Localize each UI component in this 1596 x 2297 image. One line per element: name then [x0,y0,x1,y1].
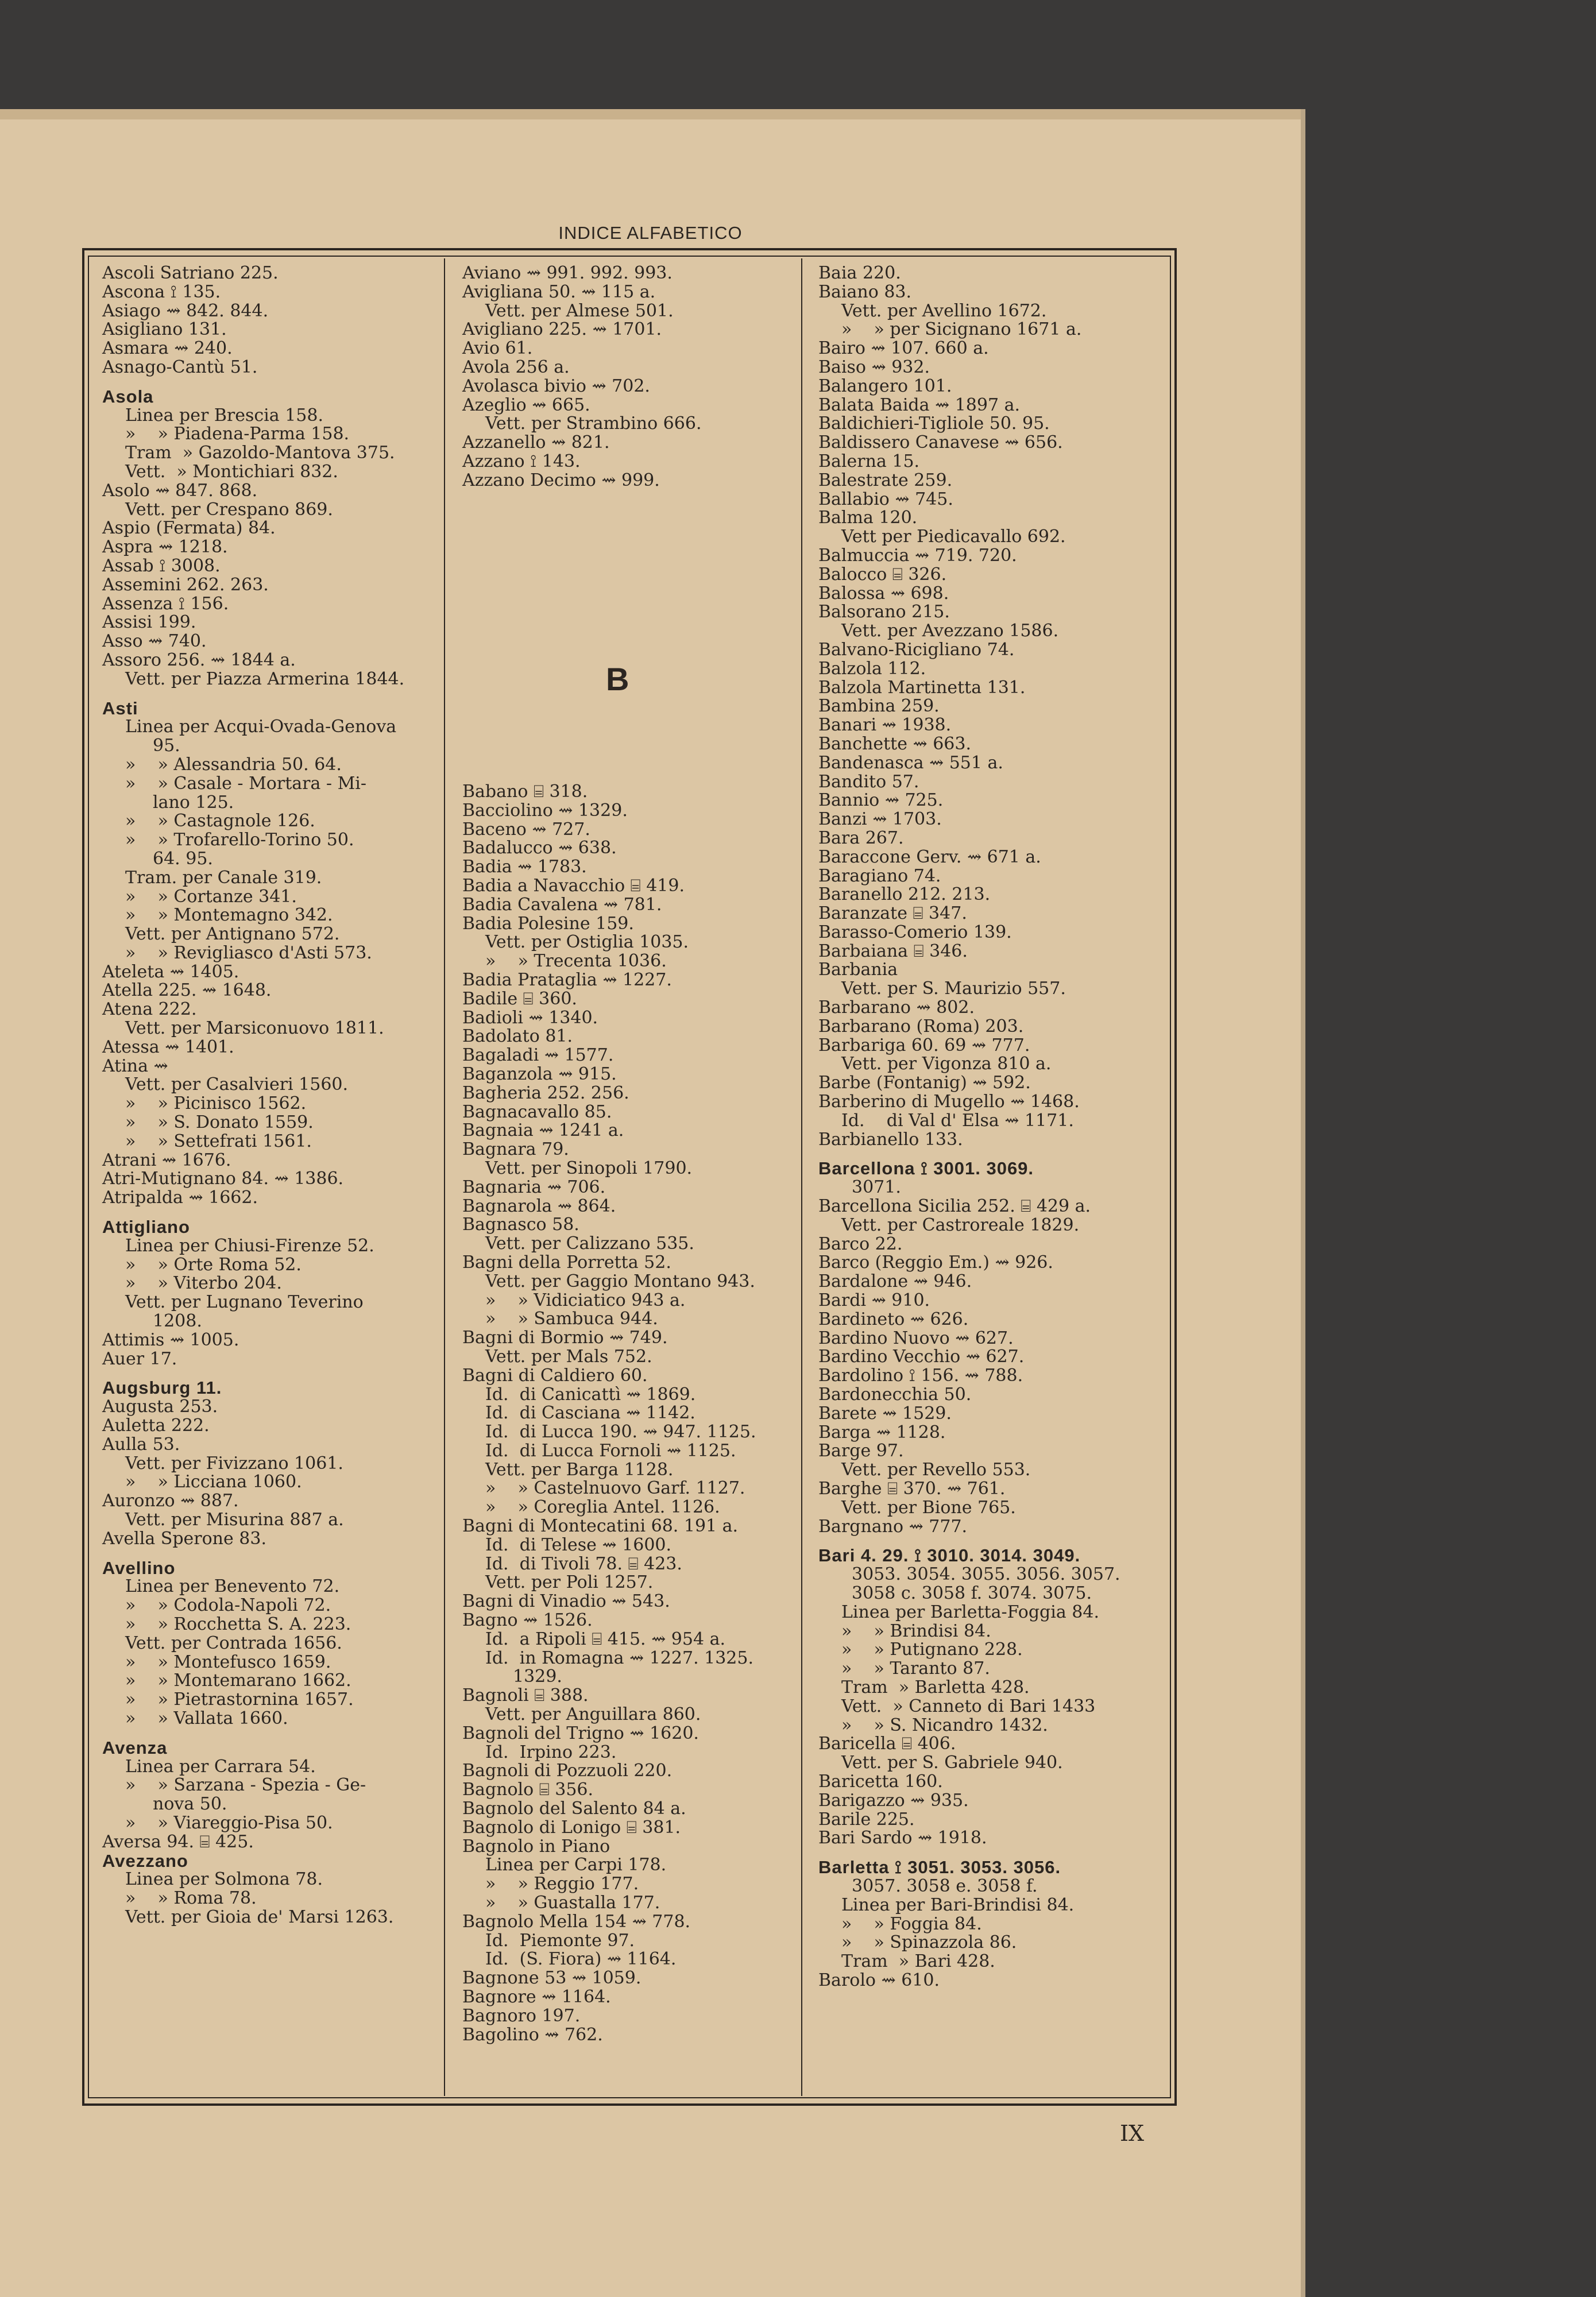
index-entry: » » Cortanze 341. [125,886,297,907]
index-entry: Bandenasca ⇝ 551 a. [818,752,1003,773]
index-entry: Bagnaia ⇝ 1241 a. [462,1120,624,1141]
index-entry: Bardalone ⇝ 946. [818,1271,972,1292]
index-entry: Badia Cavalena ⇝ 781. [462,894,662,915]
index-entry: Baranello 212. 213. [818,884,991,905]
index-entry: Aviano ⇝ 991. 992. 993. [462,263,673,283]
index-entry: Vett. per Mals 752. [485,1346,652,1367]
index-entry: Atella 225. ⇝ 1648. [102,980,272,1001]
index-entry: Id. a Ripoli ⌸ 415. ⇝ 954 a. [485,1629,726,1649]
index-entry: Linea per Carrara 54. [125,1756,316,1777]
index-entry: » » Vallata 1660. [125,1708,288,1728]
index-entry: Vett. per Misurina 887 a. [125,1510,344,1530]
index-entry: Linea per Chiusi-Firenze 52. [125,1235,374,1256]
index-entry: Asmara ⇝ 240. [102,338,233,359]
index-entry: Baganzola ⇝ 915. [462,1064,617,1084]
index-entry: Baia 220. [818,263,901,283]
index-entry: Ateleta ⇝ 1405. [102,961,239,982]
index-entry: Avolasca bivio ⇝ 702. [462,376,650,396]
index-entry: Avigliana 50. ⇝ 115 a. [462,281,656,302]
index-entry: » » Revigliasco d'Asti 573. [125,942,372,963]
index-entry: Bairo ⇝ 107. 660 a. [818,338,989,359]
index-entry: » » S. Nicandro 1432. [841,1715,1048,1735]
index-entry: 3057. 3058 e. 3058 f. [852,1876,1038,1896]
index-entry: Aspio (Fermata) 84. [102,518,276,539]
index-entry: Vett. per Gaggio Montano 943. [485,1271,755,1291]
index-entry: » » Castagnole 126. [125,811,315,832]
index-entry: Assenza ⟟ 156. [102,593,229,614]
index-entry: Id. di Telese ⇝ 1600. [485,1534,672,1555]
index-entry: Barbania [818,960,898,980]
index-entry: Barbarano ⇝ 802. [818,997,975,1018]
index-entry: Badolato 81. [462,1026,573,1047]
index-entry: Aulla 53. [102,1434,180,1455]
index-entry: Bagnarola ⇝ 864. [462,1196,616,1216]
index-entry: Bagni di Vinadio ⇝ 543. [462,1591,670,1612]
index-entry: Azzano Decimo ⇝ 999. [462,470,660,490]
index-entry: Bagni di Bormio ⇝ 749. [462,1328,668,1348]
index-entry: Bardineto ⇝ 626. [818,1309,969,1329]
index-entry: Vett per Piedicavallo 692. [841,527,1066,547]
index-entry: Avigliano 225. ⇝ 1701. [462,319,662,340]
index-entry: Augusta 253. [102,1397,218,1417]
index-entry: Avella Sperone 83. [102,1528,266,1549]
index-entry: Barghe ⌸ 370. ⇝ 761. [818,1479,1006,1499]
index-column-2 [462,264,807,490]
index-entry: 3053. 3054. 3055. 3056. 3057. [852,1564,1120,1585]
index-entry: Id. (S. Fiora) ⇝ 1164. [485,1949,677,1970]
index-entry: Babano ⌸ 318. [462,782,588,802]
index-entry: Assemini 262. 263. [102,574,269,595]
index-entry: Barcellona Sicilia 252. ⌸ 429 a. [818,1196,1091,1217]
index-entry: Baragiano 74. [818,865,941,886]
index-entry: Bagnara 79. [462,1139,569,1160]
index-entry: Tram. per Canale 319. [125,867,322,888]
index-entry: Vett. per Barga 1128. [485,1459,674,1480]
index-entry: Balmuccia ⇝ 719. 720. [818,545,1017,566]
index-entry: Badia ⇝ 1783. [462,857,587,877]
index-column-1 [102,264,441,1927]
index-entry: Barete ⇝ 1529. [818,1403,952,1424]
index-entry: Linea per Barletta-Foggia 84. [841,1602,1099,1622]
index-entry: » » Montefusco 1659. [125,1652,331,1672]
index-entry: Bambina 259. [818,696,940,717]
index-entry: Linea per Carpi 178. [485,1855,667,1876]
index-entry: Vett. per Sinopoli 1790. [485,1158,693,1178]
index-entry: Bacciolino ⇝ 1329. [462,800,628,821]
index-entry: Vett. per Gioia de' Marsi 1263. [125,1907,394,1927]
index-entry: Balestrate 259. [818,470,953,490]
index-entry: Asolo ⇝ 847. 868. [102,480,258,501]
index-entry: » » Sambuca 944. [485,1309,658,1329]
index-entry: Balerna 15. [818,451,920,471]
index-entry: Badalucco ⇝ 638. [462,838,617,859]
index-entry: Baiano 83. [818,281,912,302]
index-entry: Tram » Bari 428. [841,1951,995,1972]
index-entry: 64. 95. [153,848,213,869]
index-entry: Bagni di Montecatini 68. 191 a. [462,1516,739,1537]
index-entry: Assoro 256. ⇝ 1844 a. [102,649,296,670]
index-entry: Baricetta 160. [818,1771,943,1792]
index-entry: 3071. [852,1177,901,1198]
index-entry: Bagnolo in Piano [462,1836,610,1857]
index-heading: Bari 4. 29. ⟟ 3010. 3014. 3049. [818,1545,1081,1566]
index-entry: Auer 17. [102,1348,177,1369]
index-entry: Ballabio ⇝ 745. [818,489,953,509]
index-entry: Badia Polesine 159. [462,913,634,934]
index-entry: » » Sarzana - Spezia - Ge- [125,1775,366,1796]
index-entry: Asnago-Cantù 51. [102,357,258,377]
index-entry: Barbaiana ⌸ 346. [818,941,968,961]
index-entry: Id. di Lucca Fornoli ⇝ 1125. [485,1440,736,1461]
index-entry: » » Piadena-Parma 158. [125,424,350,444]
index-entry: Balma 120. [818,508,918,528]
index-entry: Vett. per Calizzano 535. [485,1233,694,1254]
index-entry: Banzi ⇝ 1703. [818,809,942,830]
index-entry: Vett. per Vigonza 810 a. [841,1054,1052,1074]
index-entry: Auronzo ⇝ 887. [102,1491,239,1511]
index-entry: Id. di Casciana ⇝ 1142. [485,1403,695,1424]
index-entry: 95. [153,736,180,756]
index-entry: Azeglio ⇝ 665. [462,395,590,415]
index-entry: Id. Piemonte 97. [485,1930,635,1951]
index-entry: » » Picinisco 1562. [125,1093,307,1114]
section-letter: B [606,661,629,697]
index-entry: Assisi 199. [102,612,196,633]
index-entry: nova 50. [153,1794,227,1815]
index-entry: Badia a Navacchio ⌸ 419. [462,875,685,896]
index-entry: Tram » Barletta 428. [841,1677,1030,1697]
index-entry: Aspra ⇝ 1218. [102,537,228,558]
index-entry: Vett. » Canneto di Bari 1433 [841,1696,1096,1716]
index-entry: » » Rocchetta S. A. 223. [125,1614,351,1634]
index-entry: Vett. per Castroreale 1829. [841,1215,1080,1235]
index-entry: Id. di Lucca 190. ⇝ 947. 1125. [485,1422,756,1443]
index-entry: » » Foggia 84. [841,1913,982,1934]
index-entry: Asso ⇝ 740. [102,631,207,652]
index-entry: Bagheria 252. 256. [462,1082,629,1103]
index-entry: Vett. per Strambino 666. [485,413,702,434]
index-entry: » » Trofarello-Torino 50. [125,830,354,850]
index-entry: Barasso-Comerio 139. [818,922,1012,942]
index-entry: » » Alessandria 50. 64. [125,754,342,775]
index-entry: Asiago ⇝ 842. 844. [102,300,269,321]
index-entry: Bagnolo del Salento 84 a. [462,1799,686,1819]
index-entry: Baldichieri-Tigliole 50. 95. [818,413,1050,434]
index-entry: Bagnasco 58. [462,1215,579,1235]
index-entry: Balossa ⇝ 698. [818,583,949,604]
index-entry: Ascoli Satriano 225. [102,263,279,283]
index-entry: » » S. Donato 1559. [125,1112,314,1133]
index-entry: Bagnolo Mella 154 ⇝ 778. [462,1911,691,1932]
index-entry: Vett. per Avellino 1672. [841,300,1047,321]
index-entry: Balangero 101. [818,376,952,396]
index-entry: » » per Sicignano 1671 a. [841,319,1082,340]
index-entry: Bagnore ⇝ 1164. [462,1987,611,2007]
page-number: IX [1120,2121,1145,2146]
index-entry: Linea per Brescia 158. [125,405,323,426]
index-entry: Bagnolo ⌸ 356. [462,1780,594,1800]
index-entry: » » Montemagno 342. [125,905,333,926]
index-entry: » » Roma 78. [125,1888,257,1909]
index-entry: » » Brindisi 84. [841,1621,991,1641]
page-header: INDICE ALFABETICO [558,223,743,243]
index-entry: Vett. per Casalvieri 1560. [125,1074,349,1095]
index-entry: Linea per Solmona 78. [125,1869,323,1890]
index-entry: Baldissero Canavese ⇝ 656. [818,432,1063,453]
index-heading: Barletta ⟟ 3051. 3053. 3056. [818,1857,1061,1878]
index-entry: Balvano-Ricigliano 74. [818,639,1015,660]
index-entry: Baranzate ⌸ 347. [818,903,967,924]
index-entry: » » Casale - Mortara - Mi- [125,773,367,794]
index-entry: Barbe (Fontanig) ⇝ 592. [818,1073,1031,1093]
index-entry: Balzola 112. [818,658,926,679]
index-entry: Barigazzo ⇝ 935. [818,1790,969,1811]
index-entry: Assab ⟟ 3008. [102,555,221,576]
index-entry: Atri-Mutignano 84. ⇝ 1386. [102,1169,344,1189]
index-entry: Linea per Bari-Brindisi 84. [841,1894,1075,1915]
index-entry: Vett. per Poli 1257. [485,1572,654,1593]
index-entry: Balata Baida ⇝ 1897 a. [818,395,1021,415]
index-heading: Attigliano [102,1217,190,1238]
index-entry: » » Coreglia Antel. 1126. [485,1497,720,1518]
index-entry: Vett. per Lugnano Teverino [125,1292,364,1313]
index-heading: Asola [102,386,154,407]
index-entry: Bagnaria ⇝ 706. [462,1177,606,1197]
index-entry: Bagolino ⇝ 762. [462,2024,603,2045]
index-entry: » » Castelnuovo Garf. 1127. [485,1478,745,1499]
index-entry: Bara 267. [818,827,904,848]
index-entry: Bagnoli di Pozzuoli 220. [462,1761,673,1781]
index-entry: Bardino Nuovo ⇝ 627. [818,1328,1014,1348]
index-heading: Avezzano [102,1850,188,1871]
index-entry: Vett. per Piazza Armerina 1844. [125,668,405,689]
index-entry: Baraccone Gerv. ⇝ 671 a. [818,846,1041,867]
column-divider [444,258,445,2096]
index-entry: » » Licciana 1060. [125,1472,302,1492]
index-entry: 3058 c. 3058 f. 3074. 3075. [852,1583,1092,1603]
index-entry: Bardolino ⟟ 156. ⇝ 788. [818,1366,1023,1386]
index-entry: Vett. per Antignano 572. [125,924,340,945]
index-entry: Badioli ⇝ 1340. [462,1007,598,1028]
index-entry: Banari ⇝ 1938. [818,715,952,736]
index-entry: Bannio ⇝ 725. [818,790,944,811]
index-entry: Bargnano ⇝ 777. [818,1516,968,1537]
index-entry: 1208. [153,1311,202,1332]
index-entry: » » Guastalla 177. [485,1893,660,1913]
index-entry: Bardi ⇝ 910. [818,1290,930,1311]
index-entry: Balocco ⌸ 326. [818,564,947,585]
index-entry: Bagnacavallo 85. [462,1101,612,1122]
index-entry: Barga ⇝ 1128. [818,1422,946,1443]
index-entry: Badia Prataglia ⇝ 1227. [462,969,672,990]
index-entry: Banchette ⇝ 663. [818,733,972,754]
index-heading: Asti [102,698,138,718]
index-entry: Vett. per S. Maurizio 557. [841,979,1066,999]
index-entry: Atripalda ⇝ 1662. [102,1188,258,1208]
index-entry: Vett. per Anguillara 860. [485,1704,701,1725]
spacer [102,689,441,699]
index-entry: Bagaladi ⇝ 1577. [462,1045,614,1066]
index-entry: Vett. per Marsiconuovo 1811. [125,1018,384,1039]
index-entry: Bagnoli ⌸ 388. [462,1685,589,1706]
index-entry: Id. di Val d' Elsa ⇝ 1171. [841,1110,1074,1131]
index-entry: Barco 22. [818,1233,903,1254]
index-entry: Id. di Canicattì ⇝ 1869. [485,1384,696,1405]
index-entry: Vett. per Avezzano 1586. [841,621,1059,641]
index-entry: Barbarano (Roma) 203. [818,1016,1024,1037]
index-entry: Bagnone 53 ⇝ 1059. [462,1968,642,1989]
index-entry: Vett. » Montichiari 832. [125,461,338,482]
index-entry: » » Orte Roma 52. [125,1254,302,1275]
index-entry: Auletta 222. [102,1416,210,1436]
index-heading: Barcellona ⟟ 3001. 3069. [818,1158,1034,1179]
index-entry: Tram » Gazoldo-Mantova 375. [125,443,395,463]
index-entry: Aversa 94. ⌸ 425. [102,1831,254,1852]
index-entry: » » Settefrati 1561. [125,1131,312,1151]
index-entry: » » Putignano 228. [841,1639,1023,1660]
index-entry: Vett. per Contrada 1656. [125,1633,342,1653]
index-entry: Attimis ⇝ 1005. [102,1329,239,1350]
index-entry: » » Taranto 87. [841,1658,990,1679]
index-column-2-b-section [462,783,807,2044]
index-entry: Vett. per Ostiglia 1035. [485,932,689,953]
index-entry: Baiso ⇝ 932. [818,357,930,377]
index-entry: » » Pietrastornina 1657. [125,1689,354,1710]
index-entry: Barolo ⇝ 610. [818,1970,940,1990]
index-entry: Barbariga 60. 69 ⇝ 777. [818,1035,1030,1055]
index-entry: Badile ⌸ 360. [462,988,577,1009]
index-entry: Balsorano 215. [818,602,950,622]
index-entry: Bagni di Caldiero 60. [462,1365,648,1386]
index-entry: Bagno ⇝ 1526. [462,1610,593,1631]
index-entry: Atina ⇝ [102,1055,168,1076]
index-entry: Atessa ⇝ 1401. [102,1037,234,1057]
index-entry: Asigliano 131. [102,319,227,340]
index-entry: Bagnoro 197. [462,2005,581,2026]
index-entry: Vett. per Revello 553. [841,1460,1031,1480]
index-entry: Vett. per S. Gabriele 940. [841,1753,1063,1773]
index-entry: Barco (Reggio Em.) ⇝ 926. [818,1252,1053,1273]
index-entry: 1329. [513,1666,562,1687]
index-entry: Avio 61. [462,338,533,359]
index-entry: Bagni della Porretta 52. [462,1252,671,1273]
index-column-3 [818,264,1163,1990]
index-entry: Atrani ⇝ 1676. [102,1150,231,1170]
index-entry: » » Spinazzola 86. [841,1932,1017,1953]
index-entry: Bandito 57. [818,771,919,792]
index-entry: Barile 225. [818,1809,915,1830]
index-entry: lano 125. [153,792,234,813]
index-entry: Vett. per Bione 765. [841,1497,1016,1518]
index-entry: Bardino Vecchio ⇝ 627. [818,1347,1025,1367]
index-heading: Avenza [102,1737,168,1758]
index-entry: Bari Sardo ⇝ 1918. [818,1828,987,1849]
index-entry: Ascona ⟟ 135. [102,281,221,302]
index-entry: Id. Irpino 223. [485,1742,617,1762]
index-entry: Vett. per Fivizzano 1061. [125,1453,343,1474]
index-entry: Balzola Martinetta 131. [818,677,1026,698]
index-entry: Vett. per Crespano 869. [125,499,333,520]
index-entry: Id. in Romagna ⇝ 1227. 1325. [485,1648,754,1668]
index-entry: Barberino di Mugello ⇝ 1468. [818,1092,1080,1112]
index-entry: Baricella ⌸ 406. [818,1734,956,1754]
index-entry: Barge 97. [818,1441,904,1461]
index-entry: Linea per Acqui-Ovada-Genova [125,717,397,737]
index-entry: Atena 222. [102,999,197,1020]
index-entry: Avola 256 a. [462,357,570,377]
index-entry: » » Trecenta 1036. [485,951,667,972]
index-entry: Bagnoli del Trigno ⇝ 1620. [462,1723,699,1743]
spacer [102,1549,441,1559]
index-entry: Baceno ⇝ 727. [462,819,590,840]
index-heading: Augsburg 11. [102,1378,222,1398]
index-entry: » » Montemarano 1662. [125,1670,351,1691]
index-entry: » » Reggio 177. [485,1874,639,1894]
index-entry: » » Codola-Napoli 72. [125,1595,331,1616]
index-entry: Bagnolo di Lonigo ⌸ 381. [462,1817,681,1838]
index-entry: » » Viterbo 204. [125,1273,282,1294]
index-entry: » » Viareggio-Pisa 50. [125,1812,333,1833]
index-entry: » » Vidiciatico 943 a. [485,1290,686,1310]
index-heading: Avellino [102,1557,176,1578]
index-entry: Linea per Benevento 72. [125,1576,340,1597]
index-entry: Azzano ⟟ 143. [462,451,581,471]
index-entry: Barbianello 133. [818,1129,963,1150]
index-entry: Bardonecchia 50. [818,1385,972,1405]
index-entry: Id. di Tivoli 78. ⌸ 423. [485,1553,682,1574]
index-entry: Vett. per Almese 501. [485,300,674,321]
index-entry: Azzanello ⇝ 821. [462,432,610,453]
